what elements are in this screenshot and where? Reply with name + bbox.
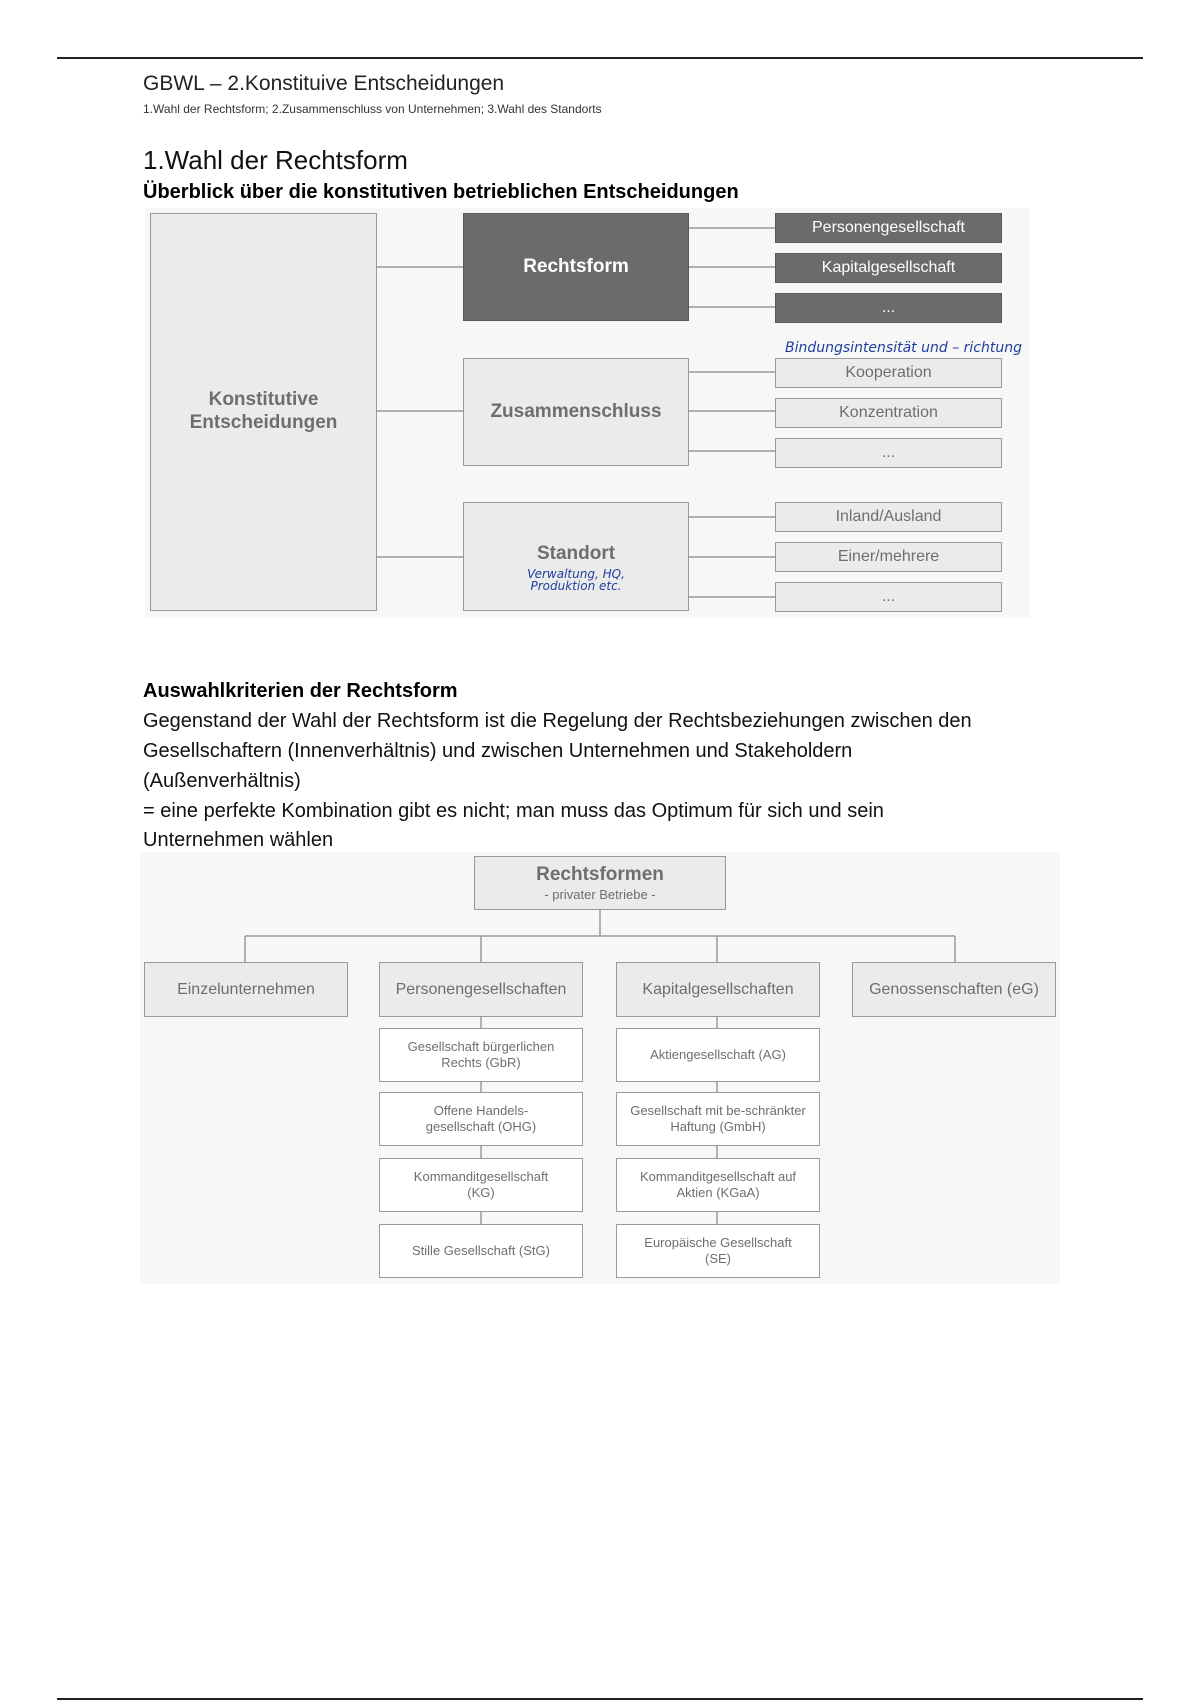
- rechtsform-box: Rechtsform: [463, 213, 689, 321]
- document-subtitle: 1.Wahl der Rechtsform; 2.Zusammenschluss von Unternehmen; 3.Wahl des Standorts: [143, 102, 602, 116]
- standort-box: [463, 502, 689, 611]
- handwritten-note-binding: Bindungsintensität und – richtung: [785, 340, 1022, 356]
- category-kapitalgesellschaften: Kapitalgesellschaften: [616, 962, 820, 1017]
- zusammenschluss-item-2: Konzentration: [775, 398, 1002, 428]
- zusammenschluss-item-3: ...: [775, 438, 1002, 468]
- category-genossenschaften: Genossenschaften (eG): [852, 962, 1056, 1017]
- rechtsform-item-3: ...: [775, 293, 1002, 323]
- rechtsform-item-2: Kapitalgesellschaft: [775, 253, 1002, 283]
- kapital-item-gmbh: Gesellschaft mit be-schränkter Haftung (GmbH): [616, 1092, 820, 1146]
- standort-item-1: Inland/Ausland: [775, 502, 1002, 532]
- criteria-line-3: (Außenverhältnis): [143, 770, 301, 792]
- criteria-line-2: Gesellschaftern (Innenverhältnis) und zwischen Unternehmen und Stakeholdern: [143, 740, 853, 762]
- zusammenschluss-box: Zusammenschluss: [463, 358, 689, 466]
- criteria-line-5: Unternehmen wählen: [143, 829, 334, 851]
- overview-heading: Überblick über die konstitutiven betrieblichen Entscheidungen: [143, 181, 739, 203]
- legal-forms-diagram: [140, 852, 1060, 1284]
- category-einzelunternehmen: Einzelunternehmen: [144, 962, 348, 1017]
- kapital-item-se: Europäische Gesellschaft (SE): [616, 1224, 820, 1278]
- handwritten-note-standort: Verwaltung, HQ, Produktion etc.: [527, 566, 625, 594]
- category-personengesellschaften: Personengesellschaften: [379, 962, 583, 1017]
- kapital-item-ag: Aktiengesellschaft (AG): [616, 1028, 820, 1082]
- standort-item-3: ...: [775, 582, 1002, 612]
- personen-item-kg: Kommanditgesellschaft (KG): [379, 1158, 583, 1212]
- kapital-item-kgaa: Kommanditgesellschaft auf Aktien (KGaA): [616, 1158, 820, 1212]
- standort-item-2: Einer/mehrere: [775, 542, 1002, 572]
- document-title: GBWL – 2.Konstituive Entscheidungen: [143, 72, 505, 95]
- rechtsformen-root-subtitle: - privater Betriebe -: [544, 886, 656, 902]
- section-title: 1.Wahl der Rechtsform: [143, 145, 408, 175]
- standort-label: Standort: [536, 543, 616, 564]
- root-constitutive-decisions: Konstitutive Entscheidungen: [150, 213, 377, 611]
- diagram2-connectors: [140, 852, 1060, 1284]
- criteria-line-4: = eine perfekte Kombination gibt es nicht; man muss das Optimum für sich und sein: [143, 800, 884, 822]
- rechtsformen-root: [474, 856, 726, 910]
- personen-item-ohg: Offene Handels-gesellschaft (OHG): [379, 1092, 583, 1146]
- rechtsformen-root-title: Rechtsformen: [536, 863, 664, 885]
- personen-item-gbr: Gesellschaft bürgerlichen Rechts (GbR): [379, 1028, 583, 1082]
- rechtsform-item-1: Personengesellschaft: [775, 213, 1002, 243]
- constitutive-decisions-diagram: [145, 208, 1030, 618]
- top-rule: [57, 57, 1143, 59]
- criteria-line-1: Gegenstand der Wahl der Rechtsform ist die Regelung der Rechtsbeziehungen zwischen den: [143, 710, 972, 732]
- personen-item-stg: Stille Gesellschaft (StG): [379, 1224, 583, 1278]
- criteria-heading: Auswahlkriterien der Rechtsform: [143, 680, 458, 702]
- zusammenschluss-item-1: Kooperation: [775, 358, 1002, 388]
